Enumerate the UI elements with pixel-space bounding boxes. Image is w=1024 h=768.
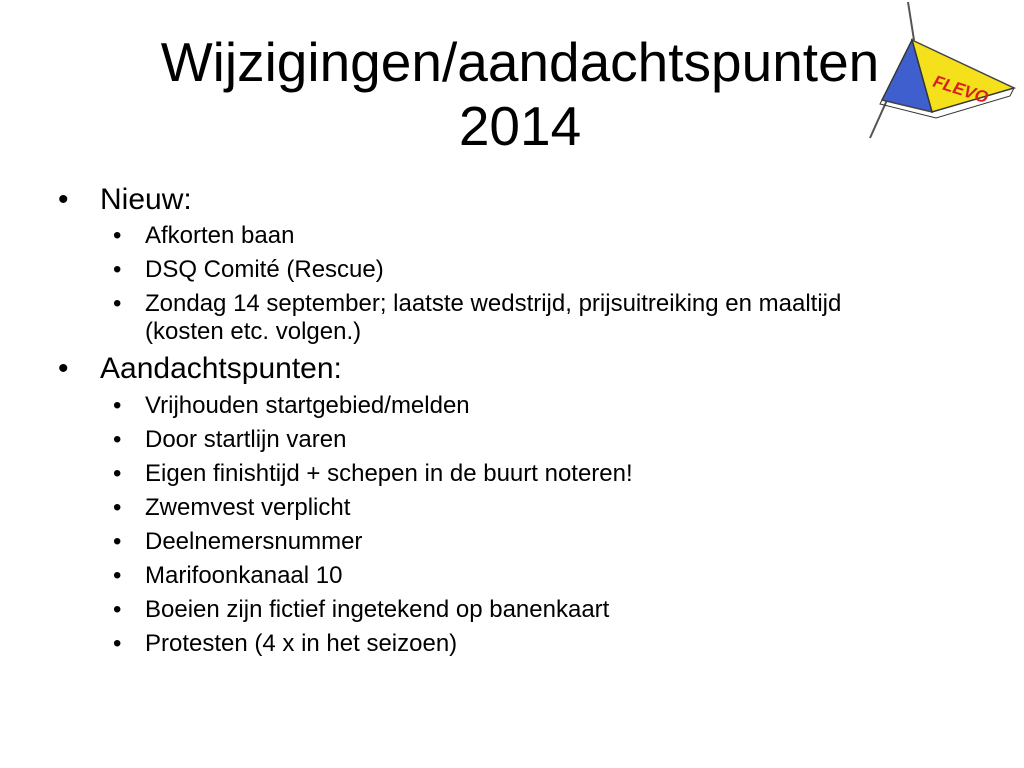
list-item-text: Zondag 14 september; laatste wedstrijd, prijsuitreiking en maaltijd (kosten etc. volgen.) bbox=[145, 290, 842, 345]
bullet-glyph: • bbox=[113, 460, 122, 487]
section-heading-text: Aandachtspunten: bbox=[100, 352, 342, 385]
logo-text: FLEVO bbox=[930, 71, 991, 108]
bullet-glyph: • bbox=[113, 290, 122, 317]
list-item-text: Vrijhouden startgebied/melden bbox=[145, 392, 470, 419]
bullet-glyph: • bbox=[113, 256, 122, 283]
list-item-text: Deelnemersnummer bbox=[145, 528, 363, 555]
list-item-text: Afkorten baan bbox=[145, 222, 295, 249]
list-item-text: Protesten (4 x in het seizoen) bbox=[145, 630, 458, 657]
bullet-glyph: • bbox=[58, 352, 69, 385]
list-item-text: Zwemvest verplicht bbox=[145, 494, 351, 521]
list-item-text: Marifoonkanaal 10 bbox=[145, 562, 343, 589]
bullet-glyph: • bbox=[113, 630, 122, 657]
list-item-text: DSQ Comité (Rescue) bbox=[145, 256, 384, 283]
list-item-text: Boeien zijn fictief ingetekend op banenkaart bbox=[145, 596, 610, 623]
bullet-glyph: • bbox=[113, 596, 122, 623]
bullet-glyph: • bbox=[58, 183, 69, 216]
slide-title-line-1: Wijzigingen/aandachtspunten bbox=[160, 31, 880, 93]
bullet-glyph: • bbox=[113, 528, 122, 555]
bullet-glyph: • bbox=[113, 392, 122, 419]
slide-title-line-2: 2014 bbox=[458, 95, 582, 157]
list-item-text: Eigen finishtijd + schepen in de buurt noteren! bbox=[145, 460, 633, 487]
bullet-glyph: • bbox=[113, 494, 122, 521]
bullet-glyph: • bbox=[113, 426, 122, 453]
list-item-text: Door startlijn varen bbox=[145, 426, 347, 453]
bullet-glyph: • bbox=[113, 562, 122, 589]
section-heading-text: Nieuw: bbox=[100, 183, 192, 216]
bullet-glyph: • bbox=[113, 222, 122, 249]
